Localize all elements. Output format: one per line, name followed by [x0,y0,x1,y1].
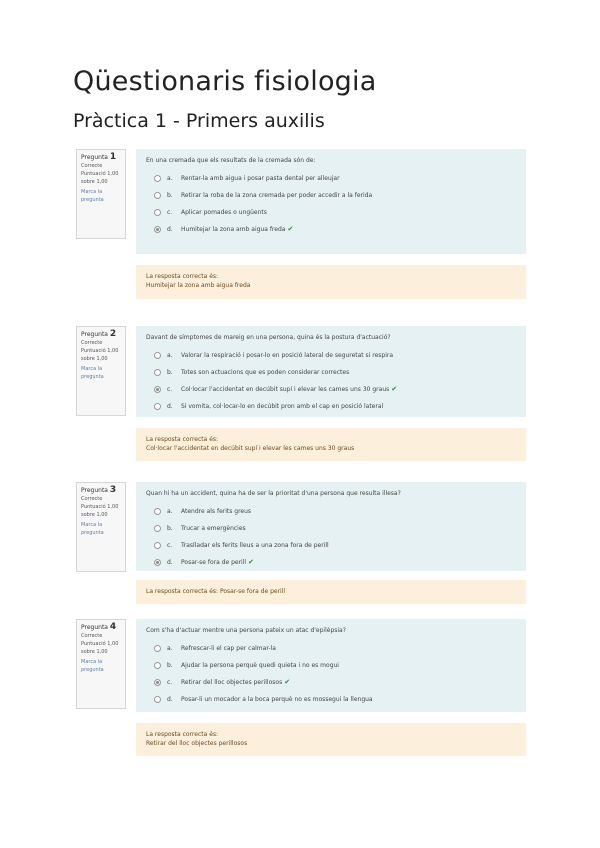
correct-check-icon: ✔ [391,385,398,393]
answer-option-b[interactable]: b. Retirar la roba de la zona cremada per poder accedir a la ferida [154,191,516,200]
question-state: Correcte [81,496,103,502]
question-info [76,619,126,709]
answer-option-a[interactable]: a. Valorar la respiració i posar-lo en posició lateral de seguretat si respira [154,351,516,360]
radio-button[interactable] [154,525,161,532]
radio-button-checked[interactable] [154,679,161,686]
correct-check-icon: ✔ [284,678,291,686]
question-info [76,149,126,239]
flag-question-link[interactable]: Marca la pregunta [81,659,104,673]
question-text: Quan hi ha un accident, quina ha de ser la prioritat d'una persona que resulta illesa? [146,490,401,497]
answer-option-d[interactable]: d. Si vomita, col·locar-lo en decúbit pron amb el cap en posició lateral [154,402,516,411]
radio-button-checked[interactable] [154,559,161,566]
radio-button-checked[interactable] [154,386,161,393]
question-number: Pregunta 4 [81,622,117,632]
radio-button[interactable] [154,403,161,410]
question-marks: Puntuació 1,00 sobre 1,00 [81,348,119,362]
question-marks: Puntuació 1,00 sobre 1,00 [81,641,119,655]
answer-option-b[interactable]: b. Trucar a emergències [154,524,516,533]
question-info [76,326,126,416]
question-state: Correcte [81,633,103,639]
question-formulation [136,482,526,571]
answer-option-d[interactable]: d. Posar-li un mocador a la boca perquè no es mossegui la llengua [154,695,516,704]
question-text: Com s'ha d'actuar mentre una persona pateix un atac d'epilèpsia? [146,627,346,634]
question-info [76,482,126,572]
flag-question-link[interactable]: Marca la pregunta [81,366,104,380]
radio-button[interactable] [154,645,161,652]
flag-question-link[interactable]: Marca la pregunta [81,522,104,536]
radio-button[interactable] [154,696,161,703]
question-2 [73,326,525,461]
radio-button[interactable] [154,192,161,199]
answer-option-d[interactable]: d. Posar-se fora de perill ✔ [154,558,516,567]
radio-button[interactable] [154,175,161,182]
question-marks: Puntuació 1,00 sobre 1,00 [81,171,119,185]
flag-question-link[interactable]: Marca la pregunta [81,189,104,203]
question-number: Pregunta 1 [81,152,117,162]
question-number: Pregunta 3 [81,485,117,495]
correct-check-icon: ✔ [287,225,294,233]
question-state: Correcte [81,340,103,346]
answer-option-a[interactable]: a. Rentar-la amb aigua i posar pasta dental per alleujar [154,174,516,183]
radio-button-checked[interactable] [154,226,161,233]
radio-button[interactable] [154,662,161,669]
answer-option-a[interactable]: a. Refrescar-li el cap per calmar-la [154,644,516,653]
answer-option-c[interactable]: c. Retirar del lloc objectes perillosos ✔ [154,678,516,687]
answer-option-c[interactable]: c. Aplicar pomades o ungüents [154,208,516,217]
answer-option-a[interactable]: a. Atendre als ferits greus [154,507,516,516]
radio-button[interactable] [154,508,161,515]
question-text: Davant de símptomes de mareig en una persona, quina és la postura d'actuació? [146,334,391,341]
page-subtitle: Pràctica 1 - Primers auxilis [73,110,325,132]
answer-option-b[interactable]: b. Ajudar la persona perquè quedi quieta i no es mogui [154,661,516,670]
right-answer-feedback: La resposta correcta és: Humitejar la zona amb aigua freda [136,265,526,299]
question-formulation [136,326,526,417]
question-4 [73,619,525,756]
page-title: Qüestionaris fisiologia [73,66,377,97]
question-3 [73,482,525,605]
question-1 [73,149,525,301]
answer-option-d[interactable]: d. Humitejar la zona amb aigua freda ✔ [154,225,516,234]
right-answer-feedback: La resposta correcta és: Posar-se fora de perill [136,580,526,604]
radio-button[interactable] [154,542,161,549]
radio-button[interactable] [154,369,161,376]
question-formulation [136,149,526,254]
right-answer-feedback: La resposta correcta és: Retirar del lloc objectes perillosos [136,723,526,756]
question-state: Correcte [81,163,103,169]
correct-check-icon: ✔ [248,558,254,566]
answer-option-b[interactable]: b. Totes son actuacions que es poden considerar correctes [154,368,516,377]
question-formulation [136,619,526,712]
radio-button[interactable] [154,209,161,216]
radio-button[interactable] [154,352,161,359]
answer-option-c[interactable]: c. Traslladar els ferits lleus a una zona fora de perill [154,541,516,550]
question-text: En una cremada que els resultats de la cremada són de: [146,157,316,164]
question-number: Pregunta 2 [81,329,117,339]
answer-option-c[interactable]: c. Col·locar l'accidentat en decúbit supí i elevar les cames uns 30 graus ✔ [154,385,516,394]
right-answer-feedback: La resposta correcta és: Col·locar l'accidentat en decúbit supí i elevar les cames uns 30 graus [136,428,526,461]
question-marks: Puntuació 1,00 sobre 1,00 [81,504,119,518]
